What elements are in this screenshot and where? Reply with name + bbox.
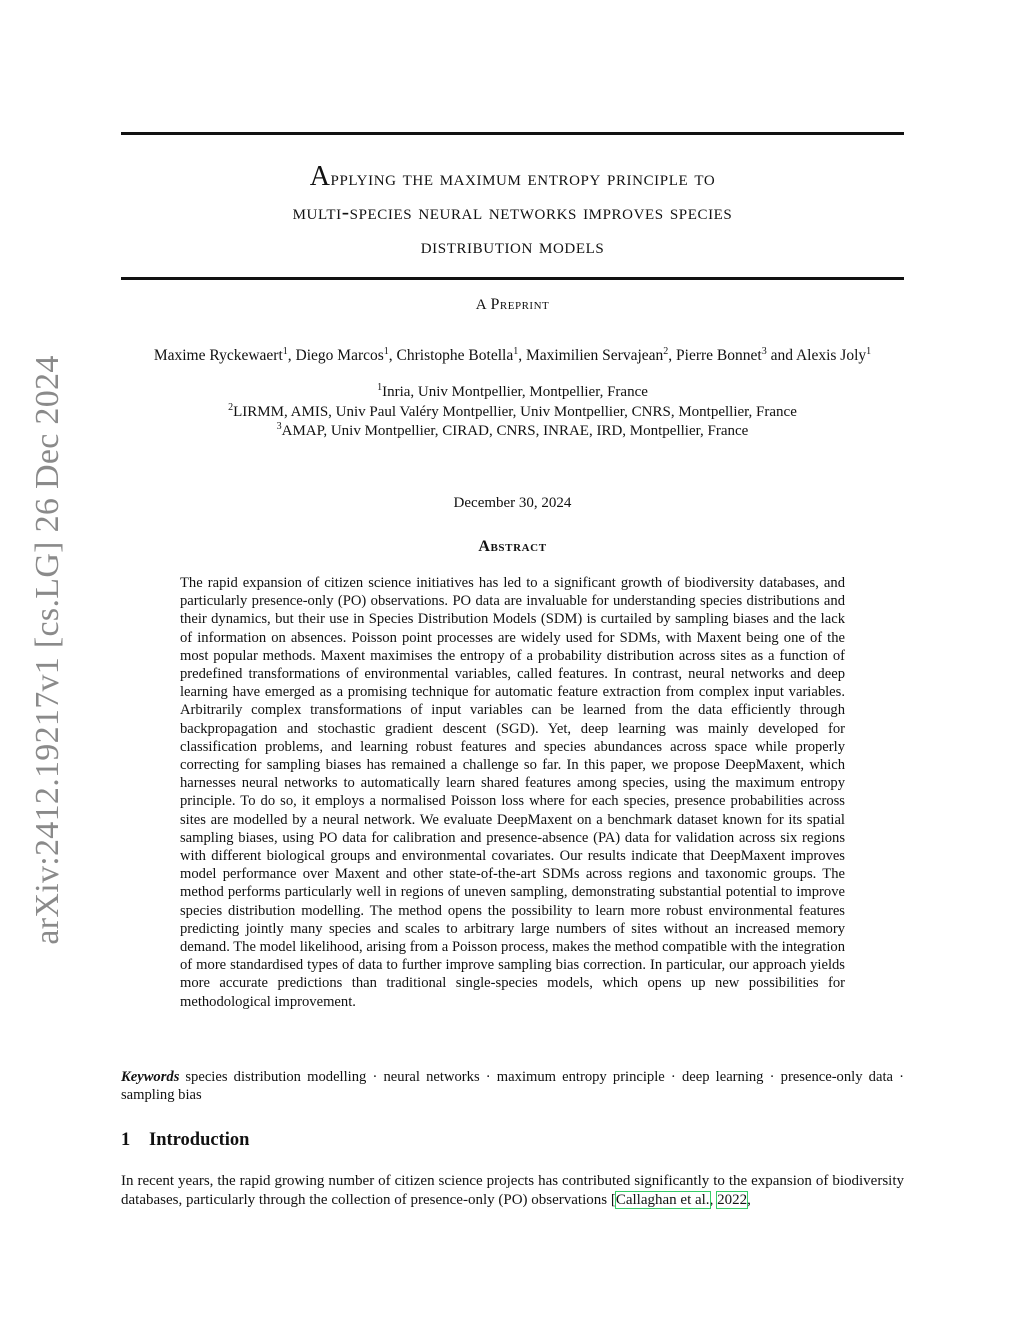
citation-link[interactable]: Callaghan et al. — [615, 1192, 710, 1208]
title-initial: A — [309, 161, 331, 192]
title-line-3: distribution models — [420, 233, 605, 258]
title-line-2: multi-species neural networks improves species — [292, 199, 733, 224]
title-top-rule — [121, 132, 904, 135]
author: Christophe Botella — [396, 347, 514, 364]
keywords — [121, 1069, 904, 1104]
affiliation-list — [121, 383, 904, 442]
keywords-text: species distribution modelling · neural networks · maximum entropy principle · deep learning · presence-only data · sampling bias — [121, 1069, 904, 1103]
section-title: Introduction — [149, 1130, 250, 1150]
paper-title — [121, 160, 904, 263]
arxiv-sidebar-stamp — [26, 350, 70, 950]
section-heading — [121, 1130, 249, 1151]
arxiv-id-label: arXiv:2412.19217v1 [cs.LG] 26 Dec 2024 — [29, 355, 66, 945]
affiliation: $^1$Inria, Univ Montpellier, Montpellier, France — [377, 382, 648, 400]
author: Maximilien Servajean — [525, 347, 664, 364]
affiliation: $^2$LIRMM, AMIS, Univ Paul Valéry Montpellier, Univ Montpellier, CNRS, Montpellier, France — [228, 401, 797, 420]
citation-year-link[interactable]: 2022 — [717, 1192, 748, 1208]
preprint-label: A Preprint — [475, 296, 550, 313]
author: Maxime Ryckewaert — [153, 347, 283, 364]
author: Alexis Joly — [795, 347, 867, 364]
intro-paragraph: In recent years, the rapid growing number of citizen science projects has contributed significantly to the expansion of biodiversity databases, particularly through the collection of presence-only (PO) observations [Callaghan et al., 2022, — [121, 1173, 904, 1208]
author-list: Maxime Ryckewaert$^1$, Diego Marcos$^1$, Christophe Botella$^1$, Maximilien Servajean$^2$, Pierre Bonnet$^3$ and Alexis Joly$^1$ — [153, 345, 872, 364]
author: Pierre Bonnet — [676, 347, 762, 364]
title-line-1: pplying the maximum entropy principle to — [330, 165, 716, 190]
keywords-label: Keywords — [121, 1069, 180, 1085]
author: Diego Marcos — [295, 347, 384, 364]
section-number: 1 — [121, 1130, 131, 1150]
title-bottom-rule — [121, 277, 904, 280]
abstract-heading: Abstract — [478, 538, 547, 555]
abstract-body: The rapid expansion of citizen science initiatives has led to a significant growth of biodiversity databases, and particularly presence-only (PO) observations. PO data are invaluable for understanding species distributions and their dynamics, but their use in Species Distribution Models (SDM) is curtailed by sampling biases and the lack of information on absences. Poisson point processes are widely used for SDMs, with Maxent being one of the most popular methods. Maxent maximises the entropy of a probability distribution across sites as a function of predefined transformations of environmental variables, called features. In contrast, neural networks and deep learning have emerged as a promising technique for automatic feature extraction from complex input variables. Arbitrarily complex transformations of input variables can be learned from the data efficiently through backpropagation and stochastic gradient descent (SGD). Yet, deep learning was mainly developed for classification problems, and learning robust features and species abundances across space while properly correcting for sampling biases has remained a challenge so far. In this paper, we propose DeepMaxent, which harnesses neural networks to automatically learn shared features among species, using the maximum entropy principle. To do so, it employs a normalised Poisson loss where for each species, presence probabilities across sites are modelled by a neural network. We evaluate DeepMaxent on a benchmark dataset known for its spatial sampling biases, using PO data for calibration and presence-absence (PA) data for validation across six regions with different biological groups and environmental covariates. Our results indicate that DeepMaxent improves model performance over Maxent and other state-of-the-art SDMs across regions and taxonomic groups. The method performs particularly well in regions of uneven sampling, demonstrating substantial potential to improve species distribution modelling. The method opens the possibility to learn more robust environmental features predicting jointly many species and scales to arbitrary large numbers of sites without an increased memory demand. The model likelihood, arising from a Poisson process, makes the method compatible with the integration of more standardised types of data to further improve sampling bias correction. In particular, our approach yields more accurate predictions than traditional single-species models, which opens up new possibilities for methodological improvement. — [180, 575, 845, 1010]
publication-date: December 30, 2024 — [453, 495, 572, 511]
affiliation: $^3$AMAP, Univ Montpellier, CIRAD, CNRS, INRAE, IRD, Montpellier, France — [276, 421, 749, 439]
